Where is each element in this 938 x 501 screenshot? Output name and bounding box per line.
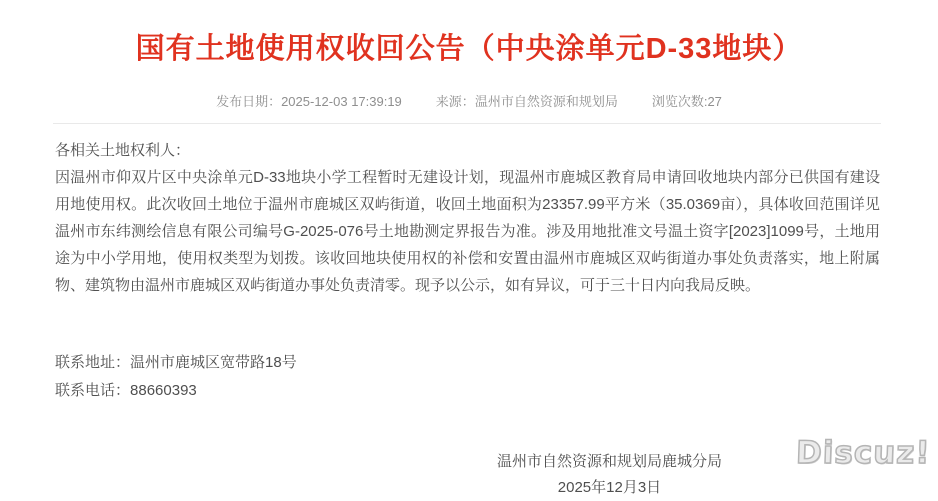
view-count-label: 浏览次数: <box>651 94 708 109</box>
view-count-value: 27 <box>707 94 722 109</box>
signature-agency: 温州市自然资源和规划局鹿城分局 <box>496 453 722 470</box>
announcement-header <box>0 0 938 124</box>
contact-block <box>55 349 880 405</box>
contact-phone-value: 88660393 <box>130 382 197 399</box>
contact-phone-label: 联系电话： <box>55 382 131 399</box>
signature-date: 2025年12月3日 <box>557 479 662 496</box>
salutation: 各相关土地权利人： <box>55 142 191 159</box>
contact-phone <box>55 377 880 405</box>
source-label: 来源： <box>435 94 475 109</box>
meta-bar <box>0 91 938 123</box>
contact-address-label: 联系地址： <box>55 354 131 371</box>
publish-date-value: 2025-12-03 17:39:19 <box>281 94 402 109</box>
view-count <box>652 91 722 110</box>
announcement-paragraph: 因温州市仰双片区中央涂单元D-33地块小学工程暂时无建设计划，现温州市鹿城区教育局申请回收地块内部分已供国有建设用地使用权。此次收回土地位于温州市鹿城区双屿街道，收回土地面积为23357.99平方米（35.0369亩），具体收回范围详见温州市东纬测绘信息有限公司编号G-2025-076号土地勘测定界报告为准。涉及用地批准文号温土资字[2023]1099号，土地用途为中小学用地，使用权类型为划拨。该收回地块使用权的补偿和安置由温州市鹿城区双屿街道办事处负责落实，地上附属物、建筑物由温州市鹿城区双屿街道办事处负责清零。现予以公示，如有异议，可于三十日内向我局反映。 <box>55 169 880 294</box>
publish-date <box>216 91 402 110</box>
discuz-watermark: Discuz! <box>794 435 931 471</box>
page-title: 国有土地使用权收回公告（中央涂单元D-33地块） <box>135 33 803 65</box>
source-value: 温州市自然资源和规划局 <box>474 94 618 109</box>
publish-date-label: 发布日期： <box>216 94 282 109</box>
signature-block <box>497 449 722 501</box>
contact-address <box>55 349 880 377</box>
contact-address-value: 温州市鹿城区宽带路18号 <box>130 354 297 371</box>
source <box>436 91 618 110</box>
